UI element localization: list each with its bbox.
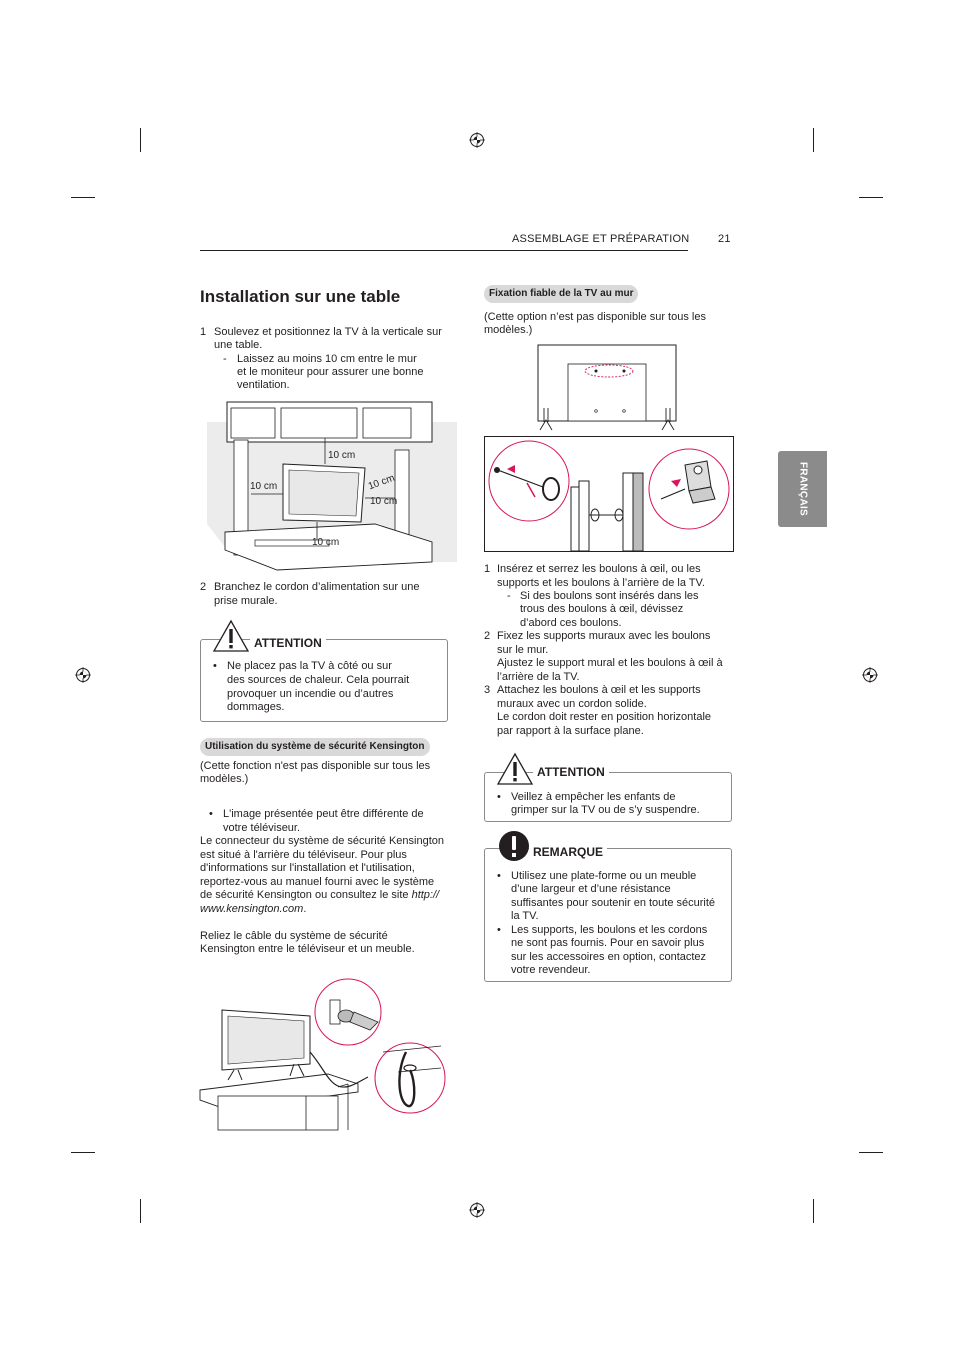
kensington-paragraph: est situé à l'arrière du téléviseur. Pour plus [200, 849, 407, 861]
wall-fixing-note: modèles.) [484, 324, 533, 336]
step-number: 1 [200, 326, 207, 338]
sub-text: ventilation. [237, 379, 290, 391]
crop-mark [71, 197, 95, 198]
bullet: • [497, 870, 501, 882]
bullet: • [497, 924, 501, 936]
step-text: sur le mur. [497, 644, 549, 656]
kensington-paragraph: d'informations sur l'installation et l'utilisation, [200, 862, 415, 874]
step-text: par rapport à la surface plane. [497, 725, 644, 737]
attention-text: Ne placez pas la TV à côté ou sur [227, 660, 392, 672]
kensington-heading: Utilisation du système de sécurité Kensington [200, 738, 430, 756]
tv-rear-illustration [536, 344, 678, 432]
crop-mark [859, 1152, 883, 1153]
attention-text: provoquer un incendie ou d’autres [227, 688, 394, 700]
step-text: Ajustez le support mural et les boulons à œil à [497, 657, 723, 669]
kensington-link[interactable]: http:// [411, 889, 440, 901]
language-tab [778, 451, 827, 527]
step-text: l’arrière de la TV. [497, 671, 580, 683]
kensington-text: . [303, 903, 307, 915]
remarque-label: REMARQUE [529, 845, 607, 859]
page-number: 21 [718, 233, 731, 245]
clearance-label: 10 cm [370, 496, 398, 507]
crop-mark [859, 197, 883, 198]
attention-label: ATTENTION [533, 765, 609, 779]
sub-text: et le moniteur pour assurer une bonne [237, 366, 424, 378]
crop-mark [813, 1199, 814, 1223]
running-header: ASSEMBLAGE ET PRÉPARATION [512, 233, 690, 245]
warning-triangle-icon [212, 619, 250, 653]
header-rule [200, 250, 688, 251]
remarque-text: sur les accessoires en option, contactez [511, 951, 707, 963]
attention-text: des sources de chaleur. Cela pourrait [227, 674, 410, 686]
warning-triangle-icon [496, 752, 534, 786]
kensington-note: modèles.) [200, 773, 249, 785]
sub-text: Si des boulons sont insérés dans les [520, 590, 699, 602]
attention-text: Veillez à empêcher les enfants de [511, 791, 676, 803]
step-number: 2 [484, 630, 491, 642]
clearance-label: 10 cm [312, 537, 340, 548]
kensington-note: (Cette fonction n'est pas disponible sur tous les [200, 760, 431, 772]
remarque-text: la TV. [511, 910, 539, 922]
bullet: • [209, 808, 213, 820]
step-text: Le cordon doit rester en position horizontale [497, 711, 712, 723]
registration-mark-icon [862, 667, 878, 683]
kensington-paragraph: Le connecteur du système de sécurité Kensington [200, 835, 444, 847]
step-number: 1 [484, 563, 491, 575]
step-text: Fixez les supports muraux avec les boulons [497, 630, 711, 642]
remarque-text: votre revendeur. [511, 964, 591, 976]
kensington-link[interactable]: www.kensington.com [200, 903, 304, 915]
step-text: Insérez et serrez les boulons à œil, ou les [497, 563, 701, 575]
crop-mark [140, 1199, 141, 1223]
note-exclamation-icon [498, 830, 530, 862]
kensington-paragraph: Reliez le câble du système de sécurité [200, 930, 388, 942]
attention-text: grimper sur la TV ou de s’y suspendre. [511, 804, 700, 816]
sub-text: trous des boulons à œil, dévissez [520, 603, 684, 615]
clearance-label: 10 cm [250, 481, 278, 492]
registration-mark-icon [469, 132, 485, 148]
crop-mark [813, 128, 814, 152]
page-title: Installation sur une table [200, 287, 401, 306]
step-text: supports et les boulons à l’arrière de la TV. [497, 577, 705, 589]
kensington-bullet-text: votre téléviseur. [223, 822, 301, 834]
remarque-text: ne sont pas fournis. Pour en savoir plus [511, 937, 705, 949]
kensington-paragraph: reportez-vous au manuel fourni avec le système [200, 876, 435, 888]
sub-text: Laissez au moins 10 cm entre le mur [237, 353, 417, 365]
remarque-text: d’une largeur et d’une résistance [511, 883, 671, 895]
remarque-text: Les supports, les boulons et les cordons [511, 924, 708, 936]
sub-text: d’abord ces boulons. [520, 617, 622, 629]
language-tab-label: FRANÇAIS [797, 461, 808, 517]
step-text: muraux avec un cordon solide. [497, 698, 647, 710]
clearance-label: 10 cm [366, 472, 397, 493]
sub-dash: - [223, 353, 227, 365]
attention-text: dommages. [227, 701, 285, 713]
registration-mark-icon [469, 1202, 485, 1218]
remarque-text: suffisantes pour soutenir en toute sécurité [511, 897, 716, 909]
crop-mark [71, 1152, 95, 1153]
kensington-text: de sécurité Kensington ou consultez le site [200, 889, 412, 901]
step-text: Attachez les boulons à œil et les supports [497, 684, 701, 696]
wall-fixing-heading: Fixation fiable de la TV au mur [484, 285, 638, 303]
step-text: Branchez le cordon d’alimentation sur une [214, 581, 420, 593]
attention-label: ATTENTION [250, 636, 326, 650]
step-text: Soulevez et positionnez la TV à la verticale sur [214, 326, 442, 338]
kensington-lock-illustration [198, 972, 448, 1132]
crop-mark [140, 128, 141, 152]
registration-mark-icon [75, 667, 91, 683]
remarque-text: Utilisez une plate-forme ou un meuble [511, 870, 697, 882]
step-number: 2 [200, 581, 207, 593]
eye-bolt-bracket-illustration [485, 437, 733, 551]
clearance-label: 10 cm [328, 450, 356, 461]
kensington-bullet-text: L'image présentée peut être différente de [223, 808, 424, 820]
kensington-paragraph [200, 889, 439, 903]
sub-dash: - [507, 590, 511, 602]
bullet: • [497, 791, 501, 803]
kensington-paragraph: Kensington entre le téléviseur et un meuble. [200, 943, 415, 955]
kensington-paragraph [200, 903, 306, 917]
bullet: • [213, 660, 217, 672]
step-text: une table. [214, 339, 263, 351]
step-number: 3 [484, 684, 491, 696]
step-text: prise murale. [214, 595, 278, 607]
wall-fixing-note: (Cette option n’est pas disponible sur tous les [484, 311, 706, 323]
